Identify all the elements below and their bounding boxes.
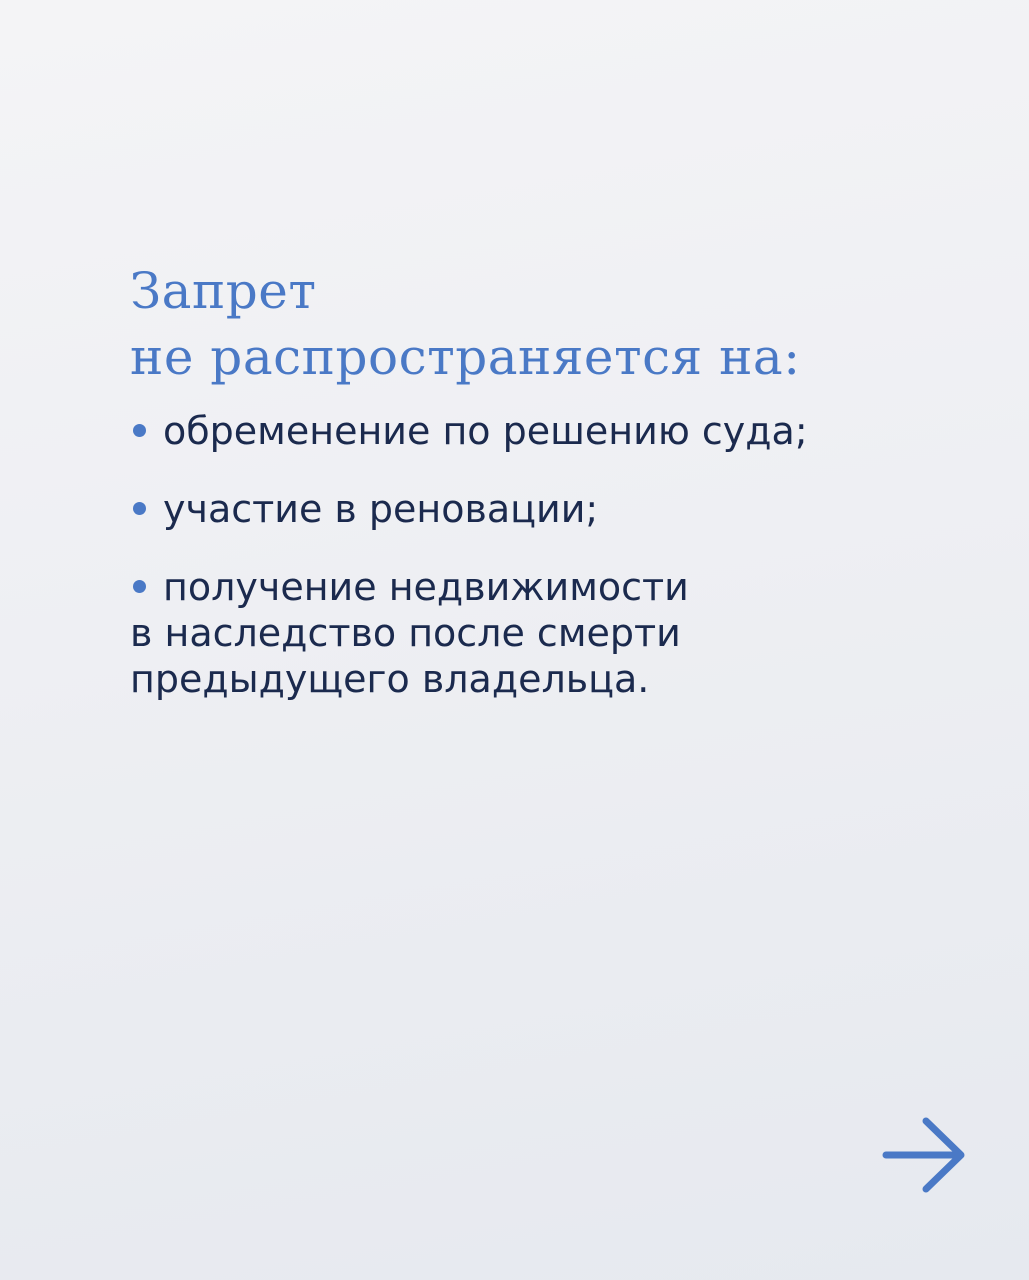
arrow-right-icon[interactable] <box>882 1116 966 1194</box>
page-title <box>130 258 801 390</box>
bullet-dot-icon <box>133 424 146 437</box>
list-item <box>130 564 950 702</box>
bullet-dot-icon <box>133 502 146 515</box>
bullet-dot-icon <box>133 580 146 593</box>
title-line-1: Запрет <box>130 262 317 320</box>
list-item <box>130 486 950 532</box>
list-item-text: участие в реновации; <box>163 487 599 531</box>
list-item-text-line-3: предыдущего владельца. <box>130 657 650 701</box>
title-line-2: не распространяется на: <box>130 328 801 386</box>
list-item-text-line-2: в наследство после смерти <box>130 611 681 655</box>
list-item-text: обременение по решению суда; <box>163 409 808 453</box>
list-item-text: получение недвижимости <box>163 565 689 609</box>
exceptions-list <box>130 408 950 734</box>
list-item <box>130 408 950 454</box>
